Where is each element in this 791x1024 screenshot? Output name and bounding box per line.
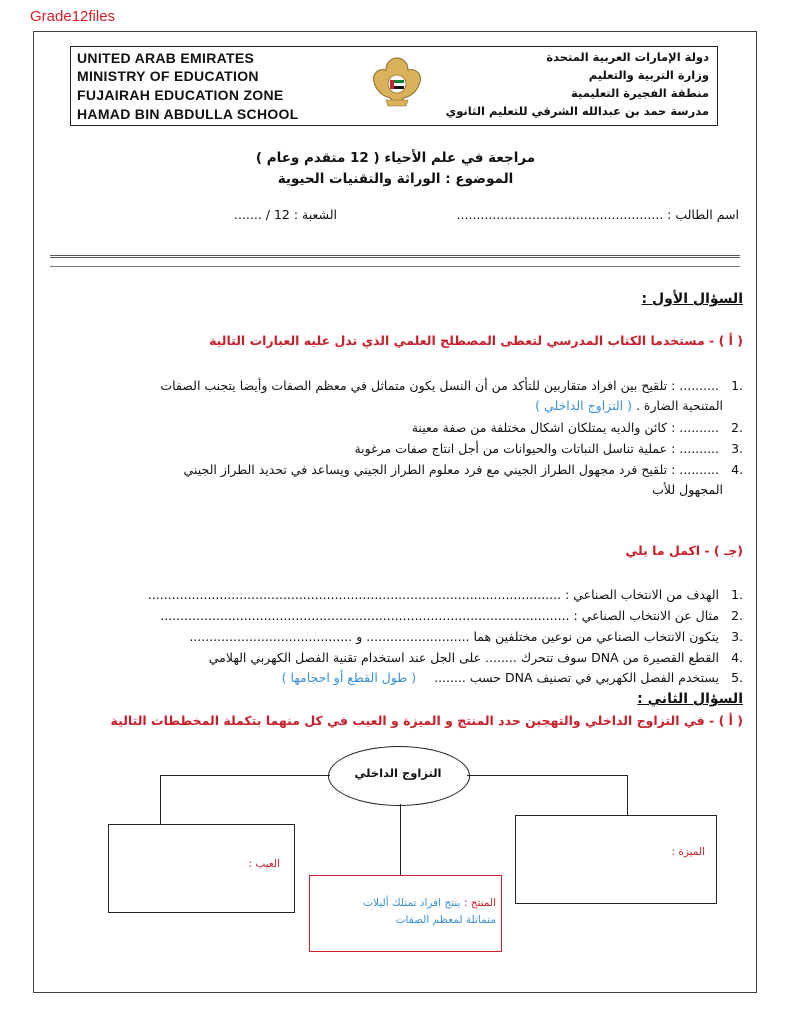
item-number: .3 — [731, 441, 743, 456]
connector-line — [467, 775, 627, 776]
item-text: القطع القصيرة من DNA سوف تتحرك ........ على الجل عند استخدام تقنية الفصل الكهربي الهلامي — [208, 650, 720, 665]
item-text: يستخدم الفصل الكهربي في تصنيف DNA حسب ........ — [434, 670, 720, 685]
item-text: .......... : تلقيح فرد مجهول الطراز الجيني مع فرد معلوم الطراز الجيني ويساعد في تحديد الطراز الجيني — [183, 462, 720, 477]
answer-text: ( طول القطع أو احجامها ) — [281, 670, 417, 685]
header-ar-line: وزارة التربية والتعليم — [588, 68, 709, 82]
header-ar-line: منطقة الفجيرة التعليمية — [571, 86, 709, 100]
list-item — [53, 668, 743, 687]
connector-line — [627, 775, 628, 817]
q2-heading: السؤال الثاني : — [637, 691, 743, 707]
item-text: يتكون الانتخاب الصناعي من نوعين مختلفين هما .......................... و ......................................... — [189, 629, 720, 644]
q1-part-c: (جـ ) - اكمل ما يلي — [625, 543, 743, 558]
review-title: مراجعة في علم الأحياء ( 12 متقدم وعام ) — [255, 150, 536, 166]
list-item-continuation — [53, 480, 723, 499]
header-en-line: HAMAD BIN ABDULLA SCHOOL — [77, 106, 299, 122]
advantage-box — [515, 815, 717, 904]
item-number: .3 — [731, 629, 743, 644]
q1-part-a: ( أ ) - مستخدما الكتاب المدرسي لتعطى المصطلح العلمي الذي تدل عليه العبارات التالية — [209, 333, 743, 348]
inbreeding-label: التزاوج الداخلي — [354, 766, 442, 780]
item-number: .2 — [731, 608, 743, 623]
defect-label: العيب : — [248, 858, 280, 870]
header-ar-line: مدرسة حمد بن عبدالله الشرقي للتعليم الثانوي — [445, 104, 709, 118]
item-text: .......... : عملية تناسل النباتات والحيوانات من أجل انتاج صفات مرغوبة — [354, 441, 720, 456]
product-answer: متماثلة لمعظم الصفات — [395, 914, 496, 926]
item-number: .4 — [731, 650, 743, 665]
item-number: .1 — [731, 587, 743, 602]
connector-line — [400, 804, 401, 875]
topic-title: الموضوع : الوراثة والتقنيات الحيوية — [277, 171, 514, 187]
product-label: المنتج : — [463, 897, 496, 909]
uae-emblem-icon — [368, 52, 426, 112]
q1-heading: السؤال الأول : — [641, 291, 743, 307]
header-en-line: UNITED ARAB EMIRATES — [77, 50, 255, 66]
connector-line — [160, 775, 161, 825]
student-name-field: اسم الطالب : .................................................... — [456, 207, 739, 222]
separator-line — [50, 255, 740, 267]
list-item — [53, 460, 743, 479]
item-text: المتنحية الضارة . — [635, 398, 723, 413]
item-text: .......... : كائن والديه يمتلكان اشكال مختلفة من صفة معينة — [411, 420, 720, 435]
header-ar-line: دولة الإمارات العربية المتحدة — [546, 50, 709, 64]
product-text — [316, 895, 496, 929]
item-text: المجهول للأب — [652, 482, 723, 497]
item-number: .4 — [731, 462, 743, 477]
list-item — [53, 606, 743, 625]
product-answer: ينتج افراد تمتلك أليلات — [363, 897, 461, 909]
list-item — [53, 376, 743, 395]
advantage-label: الميزة : — [671, 846, 705, 858]
q2-part-a: ( أ ) - في التزاوج الداخلي والتهجين حدد المنتج و الميزة و العيب في كل منهما بتكملة المخططات التالية — [110, 713, 743, 728]
header-en-line: MINISTRY OF EDUCATION — [77, 68, 259, 84]
item-text: مثال عن الانتخاب الصناعي : ....................................................................................................... — [160, 608, 720, 623]
connector-line — [160, 775, 330, 776]
item-number: .1 — [731, 378, 743, 393]
item-text: الهدف من الانتخاب الصناعي : ........................................................................................................ — [147, 587, 720, 602]
section-field: الشعبة : 12 / ....... — [234, 207, 337, 222]
list-item — [53, 627, 743, 646]
header-en-line: FUJAIRAH EDUCATION ZONE — [77, 87, 284, 103]
list-item — [53, 585, 743, 604]
list-item-continuation — [53, 396, 723, 415]
list-item — [53, 418, 743, 437]
item-number: .5 — [731, 670, 743, 685]
item-text: .......... : تلقيح بين افراد متقاربين للتأكد من أن النسل يكون متماثل في معظم الصفات وأيضا يتجنب الصفات — [160, 378, 720, 393]
answer-text: ( التزاوج الداخلي ) — [535, 398, 632, 413]
list-item — [53, 648, 743, 667]
watermark-label: Grade12files — [30, 8, 116, 25]
item-number: .2 — [731, 420, 743, 435]
list-item — [53, 439, 743, 458]
